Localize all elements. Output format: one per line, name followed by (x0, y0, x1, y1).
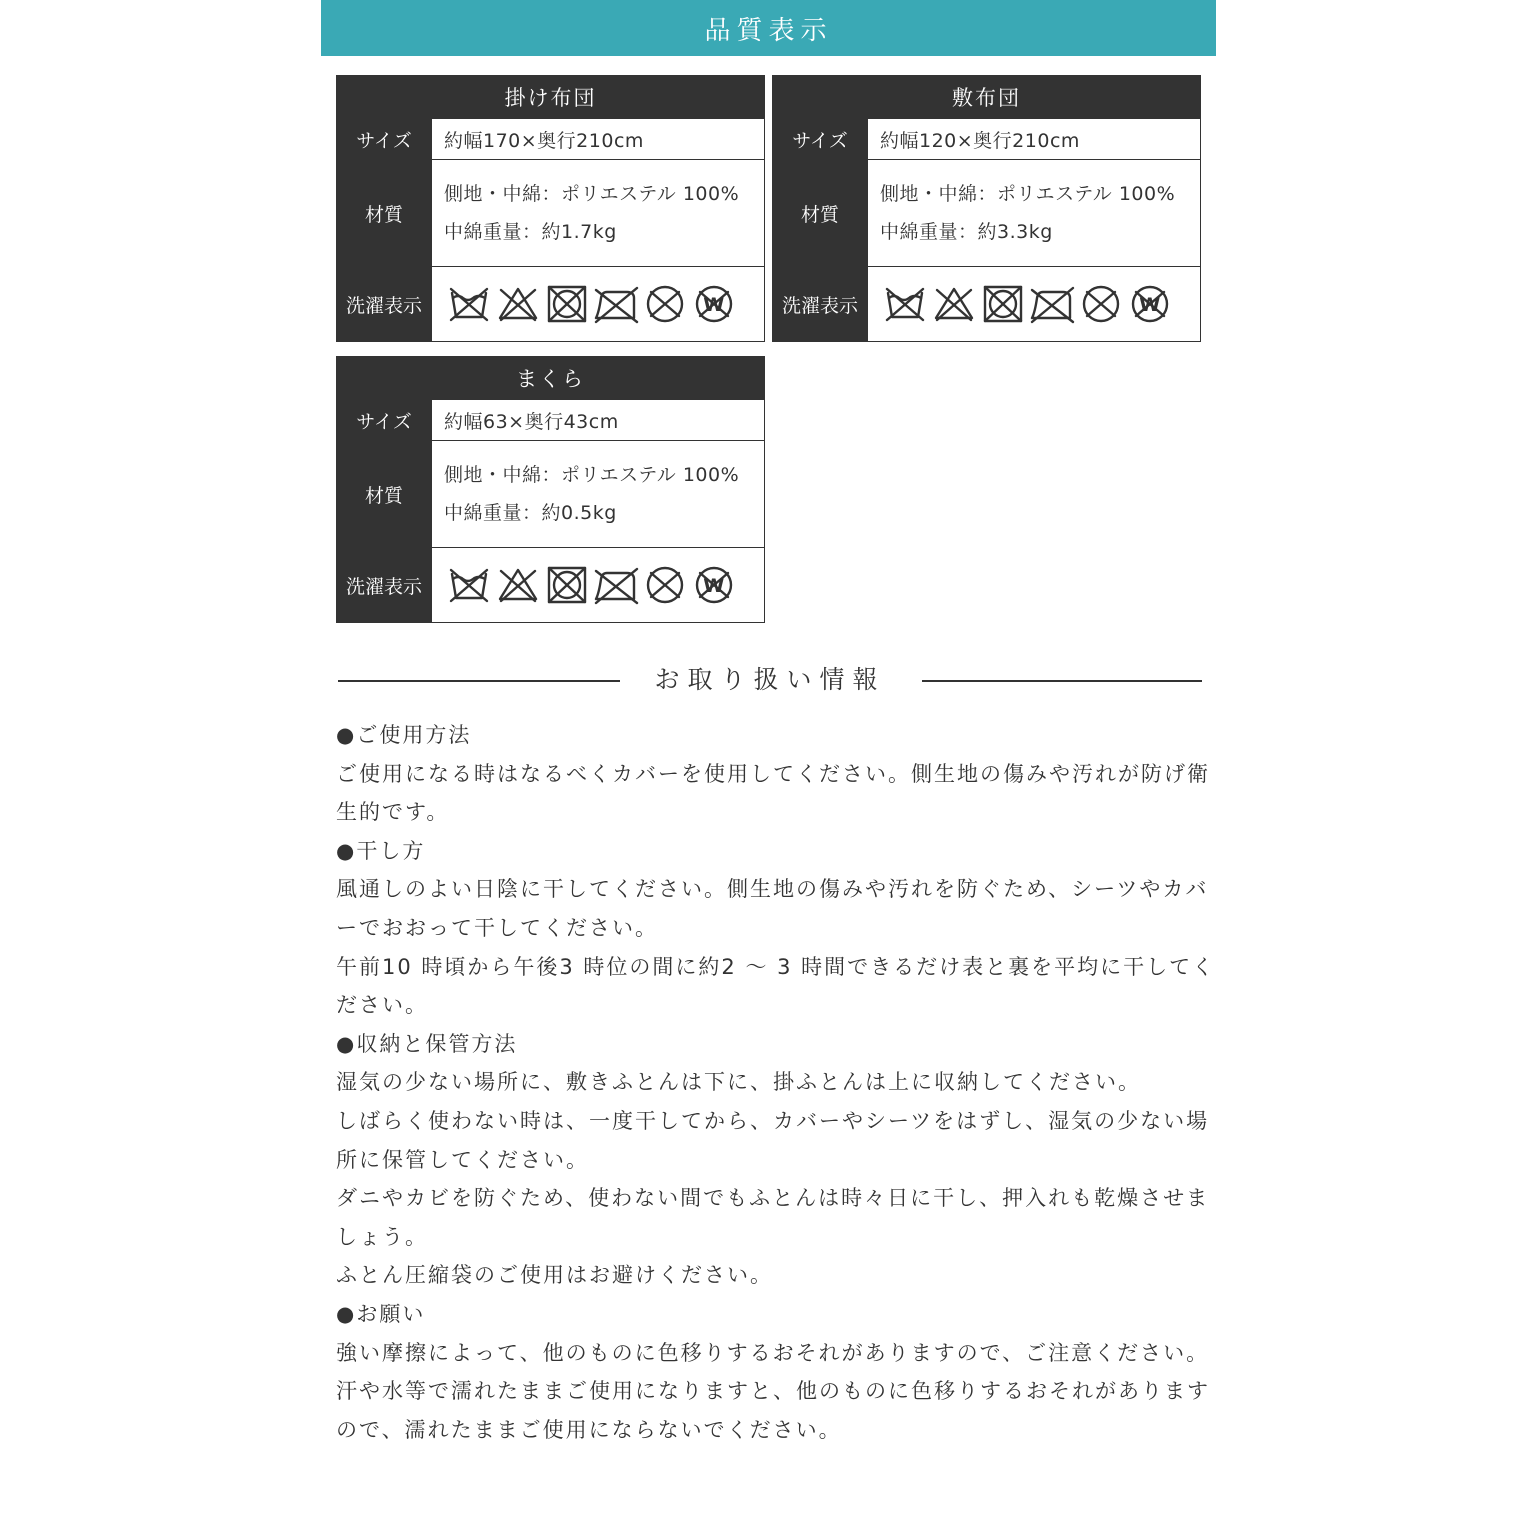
material-row (773, 159, 1200, 266)
handling-title: お取り扱い情報 (654, 665, 886, 694)
no-iron-icon (593, 284, 639, 324)
no-dry-clean-icon (642, 284, 688, 324)
care-icons (431, 267, 764, 341)
svg-text:W: W (703, 575, 725, 597)
size-value: 約幅63×奥行43cm (431, 400, 764, 440)
care-icons (431, 548, 764, 622)
care-row (337, 266, 764, 341)
section-divider-right (922, 680, 1202, 682)
care-label: 洗濯表示 (337, 548, 431, 622)
handling-paragraph: 汗や水等で濡れたままご使用になりますと、他のものに色移りするおそれがありますので、濡れたままご使用にならないでください。 (336, 1379, 1210, 1442)
no-wash-icon (446, 565, 492, 605)
care-row (337, 547, 764, 622)
handling-paragraph: ご使用になる時はなるべくカバーを使用してください。側生地の傷みや汚れが防げ衛生的です。 (336, 761, 1210, 825)
no-wet-clean-icon (691, 284, 737, 324)
filling-weight: 中綿重量：約1.7kg (444, 221, 617, 243)
no-iron-icon (593, 565, 639, 605)
size-row (773, 118, 1200, 159)
size-label: サイズ (337, 400, 431, 440)
care-label: 洗濯表示 (773, 267, 867, 341)
handling-paragraph: 午前10 時頃から午後3 時位の間に約2 〜 3 時間できるだけ表と裏を平均に干してください。 (336, 954, 1216, 1018)
handling-paragraph: ふとん圧縮袋のご使用はお避けください。 (336, 1263, 773, 1288)
handling-heading: ●収納と保管方法 (336, 1031, 518, 1056)
handling-text (336, 716, 1216, 1449)
no-iron-icon (1029, 284, 1075, 324)
no-bleach-icon (495, 284, 541, 324)
no-wash-icon (882, 284, 928, 324)
handling-heading: ●干し方 (336, 838, 426, 863)
handling-paragraph: ダニやカビを防ぐため、使わない間でもふとんは時々日に干し、押入れも乾燥させましょう。 (336, 1186, 1210, 1249)
material-line: 側地・中綿：ポリエステル 100% (444, 183, 740, 205)
handling-paragraph: 強い摩擦によって、他のものに色移りするおそれがありますので、ご注意ください。 (336, 1340, 1210, 1365)
no-tumble-dry-icon (544, 284, 590, 324)
material-value (431, 441, 764, 547)
material-value (431, 160, 764, 266)
handling-heading: ●お願い (336, 1301, 426, 1326)
no-wet-clean-icon (1127, 284, 1173, 324)
material-row (337, 159, 764, 266)
filling-weight: 中綿重量：約3.3kg (880, 221, 1053, 243)
section-divider-left (338, 680, 620, 682)
size-label: サイズ (337, 119, 431, 159)
quality-label-banner (321, 0, 1216, 56)
no-dry-clean-icon (642, 565, 688, 605)
no-dry-clean-icon (1078, 284, 1124, 324)
material-label: 材質 (337, 441, 431, 547)
spec-title: まくら (337, 357, 764, 399)
no-bleach-icon (495, 565, 541, 605)
spec-table-kakebuton (336, 75, 765, 342)
size-value: 約幅170×奥行210cm (431, 119, 764, 159)
size-row (337, 118, 764, 159)
svg-text:W: W (1139, 294, 1161, 316)
no-wash-icon (446, 284, 492, 324)
svg-text:W: W (703, 294, 725, 316)
spec-title: 敷布団 (773, 76, 1200, 118)
material-row (337, 440, 764, 547)
handling-paragraph: しばらく使わない時は、一度干してから、カバーやシーツをはずし、湿気の少ない場所に保管してください。 (336, 1108, 1210, 1172)
no-bleach-icon (931, 284, 977, 324)
spec-table-shikibuton (772, 75, 1201, 342)
spec-table-makura (336, 356, 765, 623)
filling-weight: 中綿重量：約0.5kg (444, 502, 617, 524)
size-value: 約幅120×奥行210cm (867, 119, 1200, 159)
material-value (867, 160, 1200, 266)
spec-title: 掛け布団 (337, 76, 764, 118)
size-label: サイズ (773, 119, 867, 159)
care-label: 洗濯表示 (337, 267, 431, 341)
care-icons (867, 267, 1200, 341)
banner-title: 品質表示 (704, 15, 833, 46)
handling-heading: ●ご使用方法 (336, 723, 472, 747)
material-label: 材質 (773, 160, 867, 266)
no-tumble-dry-icon (544, 565, 590, 605)
material-line: 側地・中綿：ポリエステル 100% (880, 183, 1176, 205)
handling-paragraph: 湿気の少ない場所に、敷きふとんは下に、掛ふとんは上に収納してください。 (336, 1070, 1141, 1095)
size-row (337, 399, 764, 440)
material-line: 側地・中綿：ポリエステル 100% (444, 464, 740, 486)
care-row (773, 266, 1200, 341)
material-label: 材質 (337, 160, 431, 266)
no-tumble-dry-icon (980, 284, 1026, 324)
no-wet-clean-icon (691, 565, 737, 605)
handling-paragraph: 風通しのよい日陰に干してください。側生地の傷みや汚れを防ぐため、シーツやカバーでおおって干してください。 (336, 877, 1209, 940)
